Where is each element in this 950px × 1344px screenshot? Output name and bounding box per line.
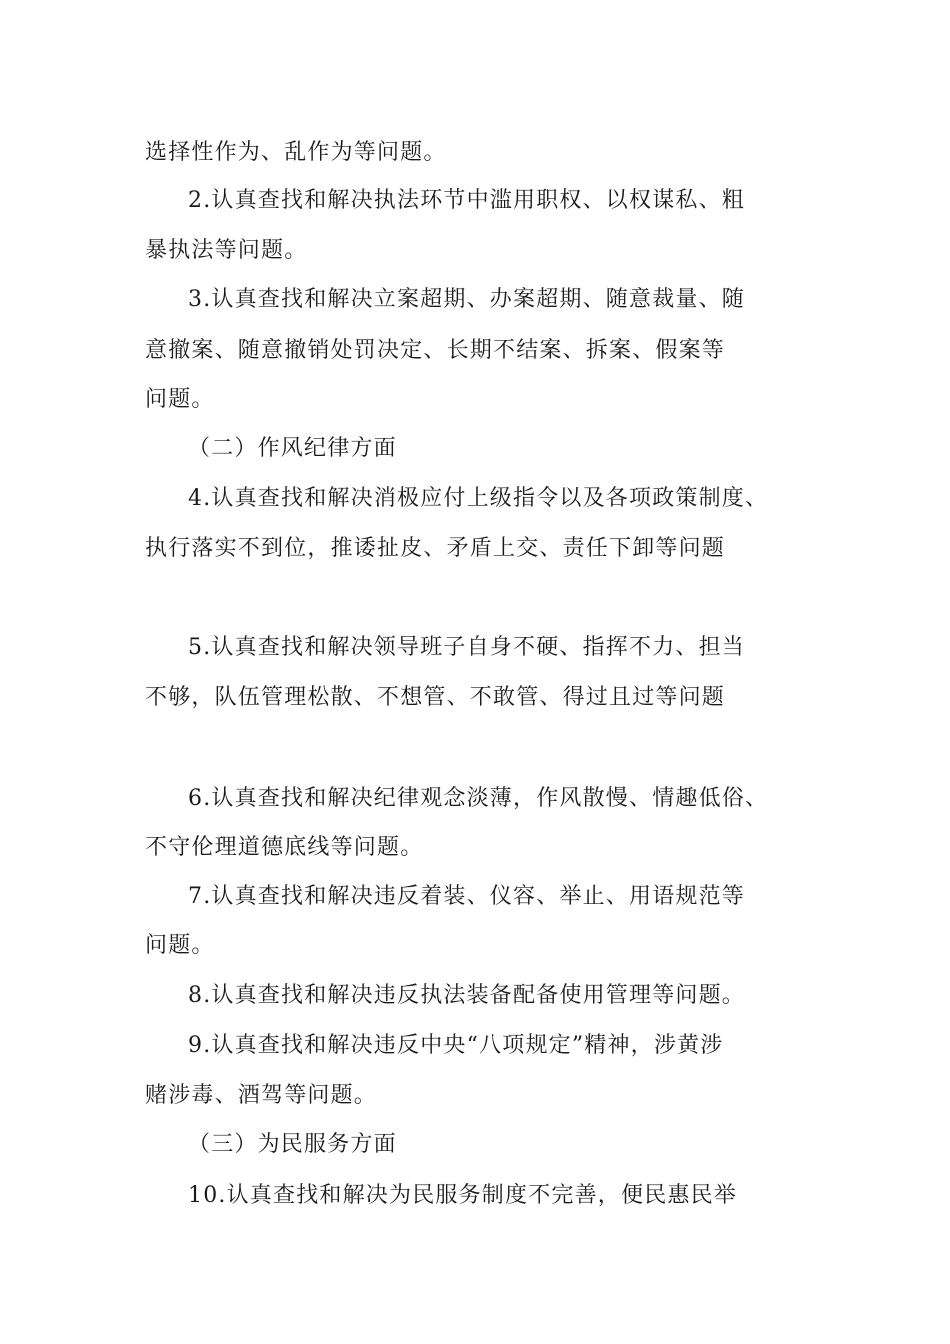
text-line: 8.认真查找和解决违反执法装备配备使用管理等问题。 <box>188 983 745 1008</box>
text-line: 意撤案、随意撤销处罚决定、长期不结案、拆案、假案等 <box>145 338 726 363</box>
section-heading: （二）作风纪律方面 <box>188 436 397 461</box>
text-line: 2.认真查找和解决执法环节中滥用职权、以权谋私、粗 <box>188 188 745 213</box>
text-line: 不够，队伍管理松散、不想管、不敢管、得过且过等问题 <box>145 685 726 710</box>
text-line: 赌涉毒、酒驾等问题。 <box>145 1083 378 1108</box>
text-line: 问题。 <box>145 933 215 958</box>
text-line: 暴执法等问题。 <box>145 238 308 263</box>
text-line: 3.认真查找和解决立案超期、办案超期、随意裁量、随 <box>188 287 745 312</box>
text-line: 4.认真查找和解决消极应付上级指令以及各项政策制度、 <box>188 486 769 511</box>
text-line: 问题。 <box>145 387 215 412</box>
text-line: 10.认真查找和解决为民服务制度不完善，便民惠民举 <box>188 1183 737 1208</box>
text-line: 选择性作为、乱作为等问题。 <box>145 140 447 165</box>
text-line: 执行落实不到位，推诿扯皮、矛盾上交、责任下卸等问题 <box>145 536 726 561</box>
text-line: 5.认真查找和解决领导班子自身不硬、指挥不力、担当 <box>188 635 745 660</box>
text-line: 6.认真查找和解决纪律观念淡薄，作风散慢、情趣低俗、 <box>188 786 769 811</box>
text-line: 7.认真查找和解决违反着装、仪容、举止、用语规范等 <box>188 884 745 909</box>
text-line: 9.认真查找和解决违反中央“八项规定”精神，涉黄涉 <box>188 1033 724 1058</box>
text-line: 不守伦理道德底线等问题。 <box>145 835 424 860</box>
section-heading: （三）为民服务方面 <box>188 1132 397 1157</box>
